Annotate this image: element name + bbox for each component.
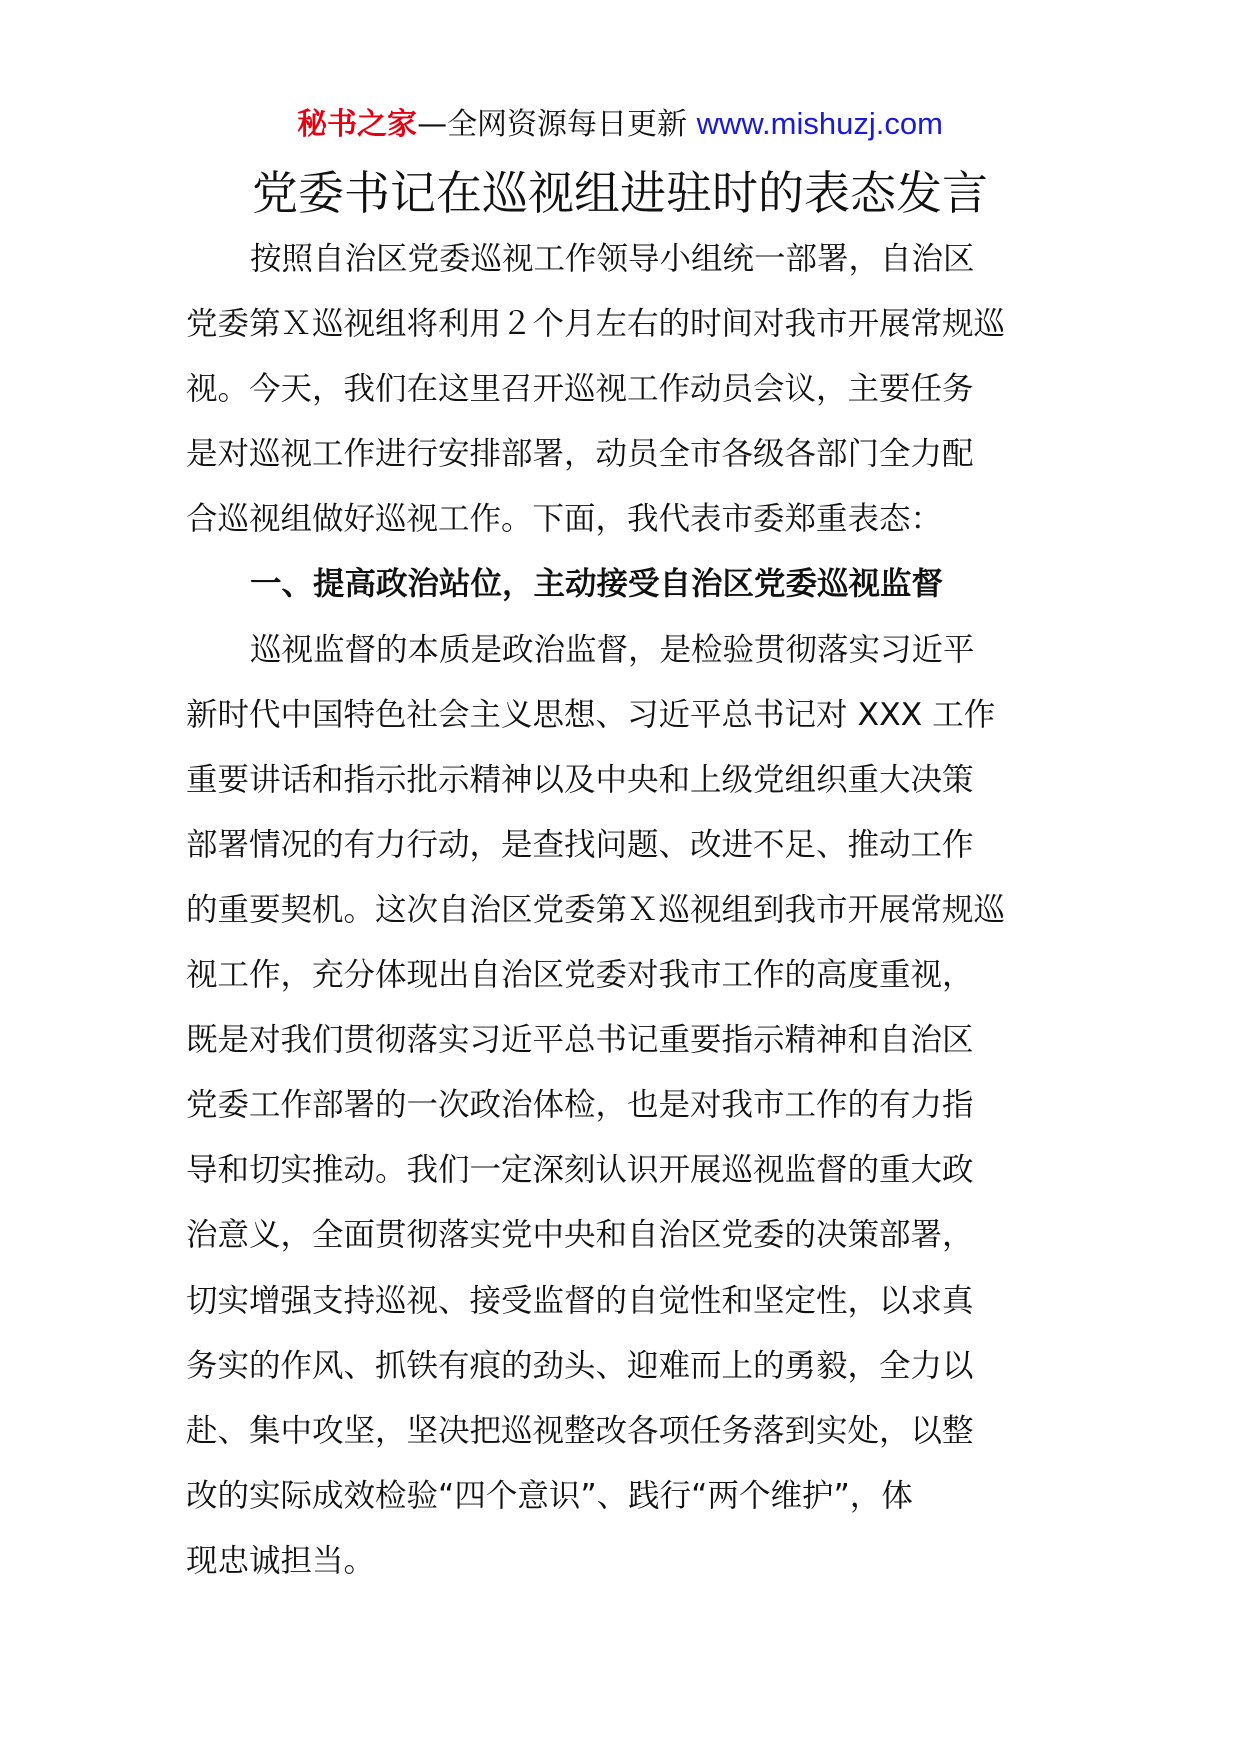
body-line: 按照自治区党委巡视工作领导小组统一部署，自治区: [250, 241, 975, 277]
body-line: 切实增强支持巡视、接受监督的自觉性和坚定性，以求真: [186, 1282, 974, 1319]
body-line: 视工作，充分体现出自治区党委对我市工作的高度重视，: [186, 957, 974, 994]
body-line: 务实的作风、抓铁有痕的劲头、迎难而上的勇毅，全力以: [186, 1347, 974, 1384]
body-line: 视。今天，我们在这里召开巡视工作动员会议，主要任务: [186, 371, 974, 408]
section-heading: 一、提高政治站位，主动接受自治区党委巡视监督: [250, 566, 944, 603]
body-line: 既是对我们贯彻落实习近平总书记重要指示精神和自治区: [186, 1022, 974, 1059]
document-body: [186, 227, 1066, 1594]
body-line: 导和切实推动。我们一定深刻认识开展巡视监督的重大政: [186, 1152, 974, 1189]
body-line: 党委第Ｘ巡视组将利用２个月左右的时间对我市开展常规巡: [186, 306, 1006, 343]
body-line: 改的实际成效检验“四个意识”、践行“两个维护”，体: [186, 1477, 913, 1514]
document-title: 党委书记在巡视组进驻时的表态发言: [252, 166, 988, 220]
body-line: 巡视监督的本质是政治监督，是检验贯彻落实习近平: [250, 631, 975, 668]
body-line: 部署情况的有力行动，是查找问题、改进不足、推动工作: [186, 826, 974, 863]
body-line: 是对巡视工作进行安排部署，动员全市各级各部门全力配: [186, 436, 974, 473]
body-line: 现忠诚担当。: [186, 1542, 376, 1579]
site-url-link[interactable]: www.mishuzj.com: [696, 106, 943, 141]
site-header: [0, 100, 1240, 149]
body-line: 党委工作部署的一次政治体检，也是对我市工作的有力指: [186, 1087, 974, 1124]
body-line: 合巡视组做好巡视工作。下面，我代表市委郑重表态：: [186, 501, 943, 538]
body-line: 治意义，全面贯彻落实党中央和自治区党委的决策部署，: [186, 1217, 974, 1254]
body-line: 新时代中国特色社会主义思想、习近平总书记对 XXX 工作: [186, 696, 996, 733]
body-line: 重要讲话和指示批示精神以及中央和上级党组织重大决策: [186, 761, 974, 798]
site-slogan: —全网资源每日更新: [417, 107, 688, 142]
site-brand: 秘书之家: [297, 107, 418, 142]
body-line: 赴、集中攻坚，坚决把巡视整改各项任务落到实处，以整: [186, 1412, 974, 1449]
body-line: 的重要契机。这次自治区党委第Ｘ巡视组到我市开展常规巡: [186, 891, 1006, 928]
